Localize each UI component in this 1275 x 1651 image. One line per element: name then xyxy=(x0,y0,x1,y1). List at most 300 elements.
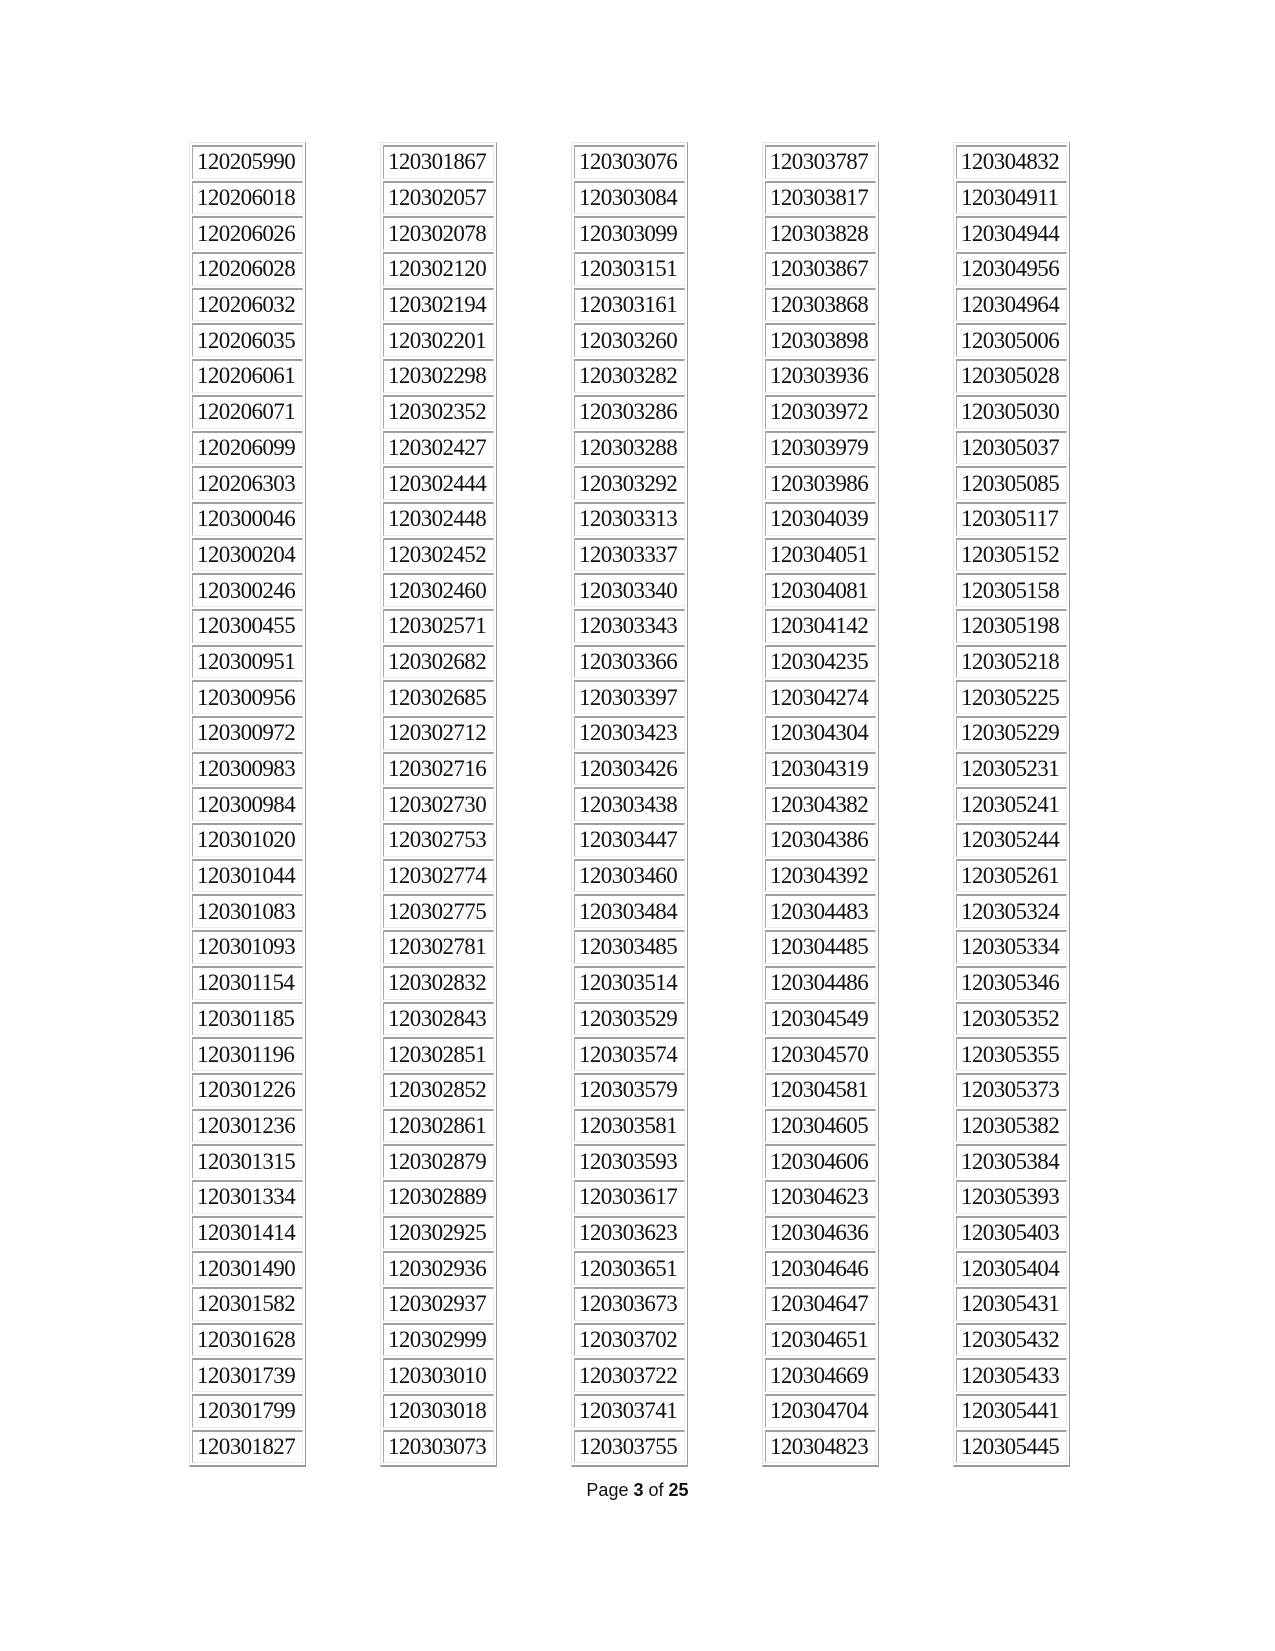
table-row xyxy=(574,609,685,643)
id-cell: 120303438 xyxy=(574,787,685,821)
id-cell: 120304647 xyxy=(765,1287,876,1321)
id-cell: 120302571 xyxy=(383,609,494,643)
id-cell: 120302832 xyxy=(383,966,494,1000)
id-cell: 120302781 xyxy=(383,930,494,964)
id-cell: 120302925 xyxy=(383,1216,494,1250)
id-cell: 120303702 xyxy=(574,1323,685,1357)
id-cell: 120303514 xyxy=(574,966,685,1000)
id-cell: 120303161 xyxy=(574,288,685,322)
id-cell: 120305198 xyxy=(956,609,1067,643)
id-cell: 120302889 xyxy=(383,1180,494,1214)
table-row xyxy=(192,1109,303,1143)
id-cell: 120305355 xyxy=(956,1037,1067,1071)
id-cell: 120304623 xyxy=(765,1180,876,1214)
table-row xyxy=(956,252,1067,286)
table-row xyxy=(383,288,494,322)
id-cell: 120305158 xyxy=(956,573,1067,607)
page-of-label: of xyxy=(648,1480,664,1500)
table-row xyxy=(192,752,303,786)
table-row xyxy=(765,1251,876,1285)
table-row xyxy=(956,1216,1067,1250)
id-cell: 120302460 xyxy=(383,573,494,607)
id-cell: 120206018 xyxy=(192,181,303,215)
table-row xyxy=(956,609,1067,643)
id-cell: 120305384 xyxy=(956,1144,1067,1178)
table-row xyxy=(192,680,303,714)
id-cell: 120302753 xyxy=(383,823,494,857)
id-cell: 120301334 xyxy=(192,1180,303,1214)
table-row xyxy=(765,823,876,857)
table-row xyxy=(956,752,1067,786)
id-cell: 120303397 xyxy=(574,680,685,714)
id-cell: 120302712 xyxy=(383,716,494,750)
table-row xyxy=(765,431,876,465)
table-row xyxy=(192,1430,303,1464)
id-cell: 120304039 xyxy=(765,502,876,536)
id-cell: 120302452 xyxy=(383,538,494,572)
id-cell: 120302852 xyxy=(383,1073,494,1107)
table-row xyxy=(383,966,494,1000)
id-cell: 120305431 xyxy=(956,1287,1067,1321)
table-row xyxy=(574,1037,685,1071)
id-cell: 120303447 xyxy=(574,823,685,857)
table-row xyxy=(765,573,876,607)
table-row xyxy=(956,1430,1067,1464)
id-cell: 120301582 xyxy=(192,1287,303,1321)
table-row xyxy=(383,252,494,286)
table-row xyxy=(192,1216,303,1250)
id-cell: 120303286 xyxy=(574,395,685,429)
id-cell: 120302879 xyxy=(383,1144,494,1178)
id-cell: 120304549 xyxy=(765,1002,876,1036)
table-row xyxy=(192,645,303,679)
table-row xyxy=(192,1037,303,1071)
id-cell: 120303593 xyxy=(574,1144,685,1178)
table-row xyxy=(765,645,876,679)
id-cell: 120305373 xyxy=(956,1073,1067,1107)
id-cell: 120304319 xyxy=(765,752,876,786)
table-row xyxy=(383,930,494,964)
table-row xyxy=(765,787,876,821)
table-row xyxy=(956,716,1067,750)
id-cell: 120303755 xyxy=(574,1430,685,1464)
id-cell: 120303581 xyxy=(574,1109,685,1143)
table-row xyxy=(574,787,685,821)
id-cell: 120305152 xyxy=(956,538,1067,572)
table-row xyxy=(574,573,685,607)
table-row xyxy=(574,1144,685,1178)
table-row xyxy=(383,645,494,679)
table-row xyxy=(192,1144,303,1178)
id-table-2 xyxy=(380,142,497,1467)
table-row xyxy=(765,216,876,250)
id-cell: 120302444 xyxy=(383,466,494,500)
id-cell: 120302861 xyxy=(383,1109,494,1143)
table-row xyxy=(574,930,685,964)
table-row xyxy=(192,1073,303,1107)
id-cell: 120303617 xyxy=(574,1180,685,1214)
table-row xyxy=(574,1358,685,1392)
id-cell: 120301628 xyxy=(192,1323,303,1357)
id-cell: 120302730 xyxy=(383,787,494,821)
table-row xyxy=(956,573,1067,607)
table-row xyxy=(192,1180,303,1214)
table-row xyxy=(574,145,685,179)
id-cell: 120304636 xyxy=(765,1216,876,1250)
table-row xyxy=(574,716,685,750)
id-cell: 120305445 xyxy=(956,1430,1067,1464)
table-row xyxy=(574,894,685,928)
table-row xyxy=(383,823,494,857)
id-cell: 120304386 xyxy=(765,823,876,857)
table-row xyxy=(765,538,876,572)
table-row xyxy=(765,1358,876,1392)
table-row xyxy=(383,716,494,750)
id-cell: 120305441 xyxy=(956,1394,1067,1428)
id-cell: 120302843 xyxy=(383,1002,494,1036)
table-row xyxy=(383,1358,494,1392)
table-row xyxy=(956,1323,1067,1357)
id-cell: 120302194 xyxy=(383,288,494,322)
id-cell: 120304911 xyxy=(956,181,1067,215)
table-row xyxy=(765,395,876,429)
table-row xyxy=(192,145,303,179)
id-cell: 120304605 xyxy=(765,1109,876,1143)
table-row xyxy=(574,823,685,857)
table-row xyxy=(765,966,876,1000)
id-cell: 120304956 xyxy=(956,252,1067,286)
table-row xyxy=(765,1037,876,1071)
table-row xyxy=(574,1109,685,1143)
id-cell: 120303986 xyxy=(765,466,876,500)
table-row xyxy=(765,1287,876,1321)
table-row xyxy=(383,1323,494,1357)
id-cell: 120303340 xyxy=(574,573,685,607)
table-row xyxy=(956,859,1067,893)
id-cell: 120300046 xyxy=(192,502,303,536)
table-row xyxy=(956,395,1067,429)
table-row xyxy=(383,181,494,215)
id-cell: 120303076 xyxy=(574,145,685,179)
table-row xyxy=(383,787,494,821)
id-cell: 120303018 xyxy=(383,1394,494,1428)
id-cell: 120302448 xyxy=(383,502,494,536)
table-row xyxy=(765,1430,876,1464)
table-row xyxy=(192,288,303,322)
id-cell: 120303084 xyxy=(574,181,685,215)
table-row xyxy=(574,1394,685,1428)
table-row xyxy=(192,323,303,357)
id-cell: 120206026 xyxy=(192,216,303,250)
id-cell: 120305433 xyxy=(956,1358,1067,1392)
id-cell: 120302774 xyxy=(383,859,494,893)
id-cell: 120300246 xyxy=(192,573,303,607)
id-cell: 120303485 xyxy=(574,930,685,964)
table-row xyxy=(192,930,303,964)
table-row xyxy=(192,573,303,607)
id-cell: 120305117 xyxy=(956,502,1067,536)
id-cell: 120300983 xyxy=(192,752,303,786)
table-row xyxy=(383,502,494,536)
table-row xyxy=(192,1358,303,1392)
id-cell: 120304081 xyxy=(765,573,876,607)
table-row xyxy=(192,216,303,250)
id-cell: 120305225 xyxy=(956,680,1067,714)
table-row xyxy=(383,1216,494,1250)
id-cell: 120303343 xyxy=(574,609,685,643)
table-row xyxy=(956,930,1067,964)
table-row xyxy=(765,502,876,536)
id-cell: 120305085 xyxy=(956,466,1067,500)
table-row xyxy=(956,787,1067,821)
id-cell: 120302999 xyxy=(383,1323,494,1357)
id-cell: 120303073 xyxy=(383,1430,494,1464)
id-cell: 120303972 xyxy=(765,395,876,429)
id-cell: 120300204 xyxy=(192,538,303,572)
id-cell: 120301315 xyxy=(192,1144,303,1178)
id-cell: 120302716 xyxy=(383,752,494,786)
table-row xyxy=(574,395,685,429)
id-cell: 120303722 xyxy=(574,1358,685,1392)
table-row xyxy=(765,1323,876,1357)
table-row xyxy=(574,1287,685,1321)
id-cell: 120302120 xyxy=(383,252,494,286)
id-cell: 120301044 xyxy=(192,859,303,893)
id-cell: 120206035 xyxy=(192,323,303,357)
id-cell: 120301083 xyxy=(192,894,303,928)
table-row xyxy=(383,145,494,179)
id-cell: 120305037 xyxy=(956,431,1067,465)
id-cell: 120303574 xyxy=(574,1037,685,1071)
id-cell: 120303741 xyxy=(574,1394,685,1428)
table-row xyxy=(765,752,876,786)
id-cell: 120300956 xyxy=(192,680,303,714)
id-cell: 120304651 xyxy=(765,1323,876,1357)
id-cell: 120305324 xyxy=(956,894,1067,928)
table-row xyxy=(383,323,494,357)
id-cell: 120305334 xyxy=(956,930,1067,964)
id-cell: 120304142 xyxy=(765,609,876,643)
table-row xyxy=(574,323,685,357)
table-row xyxy=(192,1251,303,1285)
id-cell: 120301226 xyxy=(192,1073,303,1107)
table-row xyxy=(192,1287,303,1321)
table-row xyxy=(765,323,876,357)
id-cell: 120305261 xyxy=(956,859,1067,893)
table-row xyxy=(383,680,494,714)
id-cell: 120304823 xyxy=(765,1430,876,1464)
table-row xyxy=(956,1358,1067,1392)
id-cell: 120305229 xyxy=(956,716,1067,750)
id-cell: 120305346 xyxy=(956,966,1067,1000)
table-row xyxy=(765,609,876,643)
id-cell: 120304486 xyxy=(765,966,876,1000)
table-row xyxy=(383,395,494,429)
id-cell: 120300951 xyxy=(192,645,303,679)
table-row xyxy=(765,1109,876,1143)
id-cell: 120302298 xyxy=(383,359,494,393)
total-pages-number: 25 xyxy=(668,1480,689,1500)
table-row xyxy=(383,1287,494,1321)
id-cell: 120303423 xyxy=(574,716,685,750)
table-row xyxy=(765,1002,876,1036)
id-cell: 120303366 xyxy=(574,645,685,679)
table-row xyxy=(574,216,685,250)
id-cell: 120305241 xyxy=(956,787,1067,821)
id-cell: 120301093 xyxy=(192,930,303,964)
id-cell: 120303868 xyxy=(765,288,876,322)
table-row xyxy=(765,359,876,393)
table-row xyxy=(956,216,1067,250)
table-row xyxy=(192,252,303,286)
table-row xyxy=(383,859,494,893)
table-row xyxy=(574,431,685,465)
table-row xyxy=(574,645,685,679)
id-cell: 120302427 xyxy=(383,431,494,465)
table-row xyxy=(956,359,1067,393)
table-row xyxy=(192,395,303,429)
table-row xyxy=(574,966,685,1000)
id-cell: 120304304 xyxy=(765,716,876,750)
id-cell: 120206099 xyxy=(192,431,303,465)
table-row xyxy=(574,538,685,572)
id-cell: 120301739 xyxy=(192,1358,303,1392)
table-row xyxy=(192,1002,303,1036)
id-cell: 120303099 xyxy=(574,216,685,250)
id-cell: 120303282 xyxy=(574,359,685,393)
id-cell: 120206032 xyxy=(192,288,303,322)
id-cell: 120305231 xyxy=(956,752,1067,786)
id-cell: 120304646 xyxy=(765,1251,876,1285)
table-row xyxy=(192,431,303,465)
table-row xyxy=(956,1180,1067,1214)
table-row xyxy=(192,1394,303,1428)
table-row xyxy=(574,680,685,714)
table-row xyxy=(383,1251,494,1285)
id-table-1 xyxy=(189,142,306,1467)
id-cell: 120300972 xyxy=(192,716,303,750)
table-row xyxy=(574,1073,685,1107)
table-row xyxy=(192,181,303,215)
table-row xyxy=(192,466,303,500)
id-cell: 120305028 xyxy=(956,359,1067,393)
id-cell: 120301154 xyxy=(192,966,303,1000)
table-row xyxy=(192,502,303,536)
table-row xyxy=(383,1037,494,1071)
table-row xyxy=(574,1180,685,1214)
id-cell: 120206028 xyxy=(192,252,303,286)
table-row xyxy=(383,216,494,250)
table-row xyxy=(383,573,494,607)
id-cell: 120301020 xyxy=(192,823,303,857)
id-cell: 120303260 xyxy=(574,323,685,357)
id-table-4 xyxy=(762,142,879,1467)
id-cell: 120305030 xyxy=(956,395,1067,429)
table-row xyxy=(383,466,494,500)
table-row xyxy=(956,680,1067,714)
id-cell: 120304392 xyxy=(765,859,876,893)
table-row xyxy=(765,1180,876,1214)
table-row xyxy=(383,431,494,465)
id-cell: 120303651 xyxy=(574,1251,685,1285)
id-cell: 120305404 xyxy=(956,1251,1067,1285)
id-cell: 120304704 xyxy=(765,1394,876,1428)
id-cell: 120305244 xyxy=(956,823,1067,857)
table-row xyxy=(956,823,1067,857)
id-cell: 120304606 xyxy=(765,1144,876,1178)
id-cell: 120303936 xyxy=(765,359,876,393)
id-cell: 120304382 xyxy=(765,787,876,821)
id-cell: 120305393 xyxy=(956,1180,1067,1214)
id-cell: 120205990 xyxy=(192,145,303,179)
table-row xyxy=(956,145,1067,179)
table-row xyxy=(956,181,1067,215)
table-row xyxy=(574,1216,685,1250)
id-cell: 120206061 xyxy=(192,359,303,393)
table-row xyxy=(192,966,303,1000)
id-cell: 120301827 xyxy=(192,1430,303,1464)
table-row xyxy=(574,181,685,215)
id-cell: 120303529 xyxy=(574,1002,685,1036)
table-row xyxy=(765,859,876,893)
table-row xyxy=(956,1287,1067,1321)
table-row xyxy=(192,823,303,857)
table-row xyxy=(765,680,876,714)
id-cell: 120304483 xyxy=(765,894,876,928)
table-row xyxy=(765,466,876,500)
table-row xyxy=(765,930,876,964)
id-cell: 120303787 xyxy=(765,145,876,179)
table-row xyxy=(383,1430,494,1464)
table-row xyxy=(956,466,1067,500)
table-row xyxy=(383,1394,494,1428)
id-cell: 120304964 xyxy=(956,288,1067,322)
id-cell: 120304669 xyxy=(765,1358,876,1392)
table-row xyxy=(956,1394,1067,1428)
id-cell: 120304570 xyxy=(765,1037,876,1071)
table-row xyxy=(383,1144,494,1178)
table-row xyxy=(192,716,303,750)
id-cell: 120303867 xyxy=(765,252,876,286)
id-cell: 120301196 xyxy=(192,1037,303,1071)
table-row xyxy=(574,252,685,286)
table-row xyxy=(574,1430,685,1464)
table-row xyxy=(765,716,876,750)
table-row xyxy=(956,288,1067,322)
table-row xyxy=(574,359,685,393)
table-row xyxy=(956,1109,1067,1143)
id-cell: 120301799 xyxy=(192,1394,303,1428)
table-row xyxy=(765,1073,876,1107)
id-cell: 120305403 xyxy=(956,1216,1067,1250)
id-cell: 120304235 xyxy=(765,645,876,679)
id-cell: 120305382 xyxy=(956,1109,1067,1143)
table-row xyxy=(192,1323,303,1357)
id-cell: 120305352 xyxy=(956,1002,1067,1036)
table-row xyxy=(956,1251,1067,1285)
current-page-number: 3 xyxy=(633,1480,644,1500)
table-row xyxy=(765,894,876,928)
table-row xyxy=(383,894,494,928)
table-row xyxy=(574,288,685,322)
id-cell: 120300455 xyxy=(192,609,303,643)
table-row xyxy=(383,1073,494,1107)
id-cell: 120206303 xyxy=(192,466,303,500)
table-row xyxy=(383,752,494,786)
table-row xyxy=(956,966,1067,1000)
id-cell: 120301414 xyxy=(192,1216,303,1250)
table-row xyxy=(765,145,876,179)
